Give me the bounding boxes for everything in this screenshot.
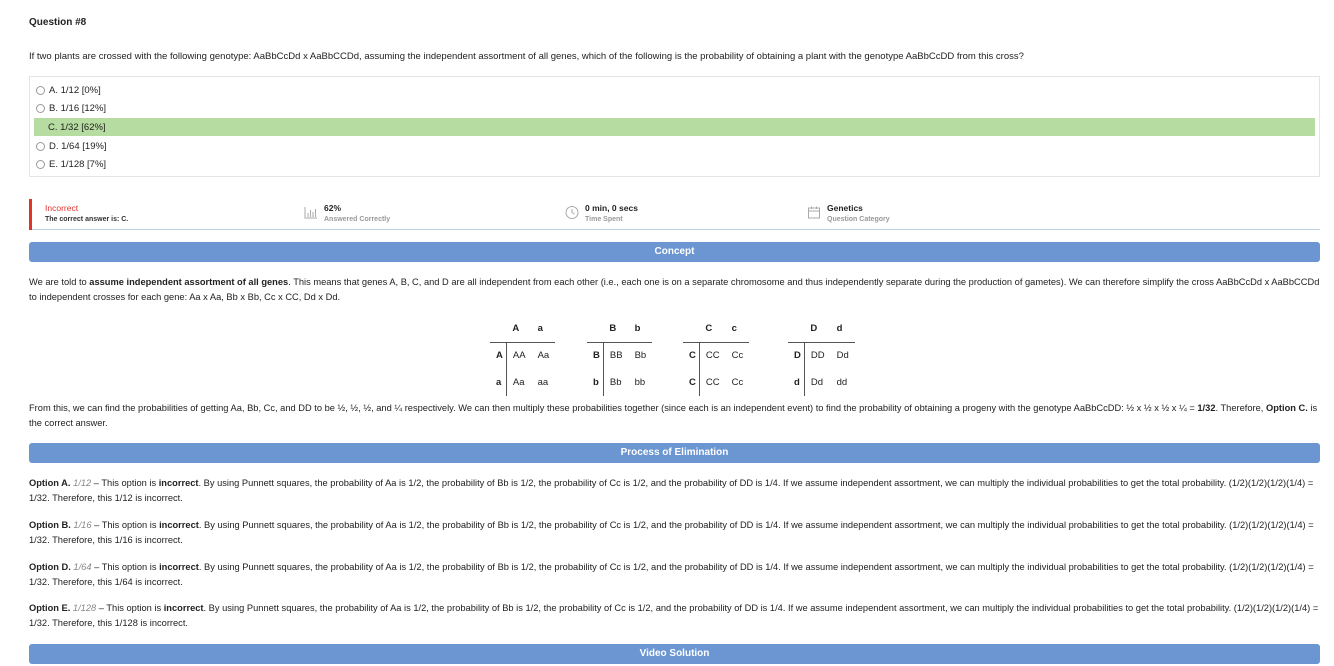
option-label: Option A. xyxy=(29,478,71,488)
time-stat xyxy=(585,203,638,223)
choice-label: A. 1/12 [0%] xyxy=(49,84,101,96)
text: – This option is xyxy=(91,478,159,488)
choice-label: E. 1/128 [7%] xyxy=(49,158,107,170)
percent-sub: Answered Correctly xyxy=(324,216,391,223)
bold-text: incorrect xyxy=(163,603,204,613)
text: . Therefore, xyxy=(1215,403,1266,413)
choice-label: C. 1/32 [62%] xyxy=(48,121,106,133)
bold-text: incorrect xyxy=(159,562,199,572)
time-sub: Time Spent xyxy=(585,216,623,223)
result-stats xyxy=(29,199,1320,230)
video-solution-header[interactable]: Video Solution xyxy=(29,644,1320,664)
text: . By using Punnett squares, the probability of Aa is 1/2, the probability of Bb is 1/2, the probability of Cc is 1/2, and the probability of DD is 1/4. If we assume independent assortment, we can multiply the individual probabilities to get the total probability. (1/2)(1/2)(1/2)(1/4) = 1/32. Therefore, this 1/64 is incorrect. xyxy=(29,562,1314,587)
question-number: Question #8 xyxy=(29,17,87,28)
punnett-square-b: B b B BB Bb b Bb bb xyxy=(587,315,652,396)
concept-paragraph xyxy=(29,275,1320,304)
option-label: Option E. xyxy=(29,603,71,613)
bold-text: Option C. xyxy=(1265,403,1308,413)
bold-text: incorrect xyxy=(159,520,199,530)
text: . By using Punnett squares, the probability of Aa is 1/2, the probability of Bb is 1/2, the probability of Cc is 1/2, and the probability of DD is 1/4. If we assume independent assortment, we can multiply the individual probabilities to get the total probability. (1/2)(1/2)(1/2)(1/4) = 1/32. Therefore, this 1/128 is incorrect. xyxy=(29,603,1319,628)
clock-icon xyxy=(565,205,579,219)
text: – This option is xyxy=(91,520,160,530)
option-value: 1/64 xyxy=(73,562,92,572)
text: We are told to xyxy=(29,277,90,287)
text: – This option is xyxy=(91,562,160,572)
option-value: 1/16 xyxy=(73,520,92,530)
radio-icon[interactable] xyxy=(36,86,45,95)
option-label: Option B. xyxy=(29,520,71,530)
concept-conclusion xyxy=(29,401,1320,430)
elimination-option-a xyxy=(29,476,1320,505)
elimination-header[interactable]: Process of Elimination xyxy=(29,443,1320,463)
choice-label: D. 1/64 [19%] xyxy=(49,140,107,152)
text: . By using Punnett squares, the probability of Aa is 1/2, the probability of Bb is 1/2, the probability of Cc is 1/2, and the probability of DD is 1/4. If we assume independent assortment, we can multiply the individual probabilities to get the total probability. (1/2)(1/2)(1/2)(1/4) = 1/32. Therefore, this 1/12 is incorrect. xyxy=(29,478,1314,503)
choice-b[interactable] xyxy=(34,99,1315,117)
elimination-option-b xyxy=(29,518,1320,547)
punnett-square-c: C c C CC Cc C CC Cc xyxy=(683,315,749,396)
radio-icon[interactable] xyxy=(36,104,45,113)
time-value: 0 min, 0 secs xyxy=(585,203,638,213)
bold-text: incorrect xyxy=(158,478,199,488)
answer-choices xyxy=(29,76,1320,177)
percent-value: 62% xyxy=(324,203,342,213)
result-stat xyxy=(45,203,128,223)
option-value: 1/12 xyxy=(73,478,92,488)
result-value: Incorrect xyxy=(45,203,79,213)
category-stat xyxy=(827,203,890,223)
text: is the correct answer. xyxy=(29,403,1318,428)
concept-header[interactable]: Concept xyxy=(29,242,1320,262)
elimination-option-d xyxy=(29,560,1320,589)
category-value: Genetics xyxy=(827,203,863,213)
text: – This option is xyxy=(96,603,164,613)
text: . By using Punnett squares, the probability of Aa is 1/2, the probability of Bb is 1/2, the probability of Cc is 1/2, and the probability of DD is 1/4. If we assume independent assortment, we can multiply the individual probabilities to get the total probability. (1/2)(1/2)(1/2)(1/4) = 1/32. Therefore, this 1/16 is incorrect. xyxy=(29,520,1314,545)
bar-chart-icon xyxy=(304,205,318,219)
punnett-square-a: A a A AA Aa a Aa aa xyxy=(490,315,555,396)
text: From this, we can find the probabilities of getting Aa, Bb, Cc, and DD to be ½, ½, ½, and ¼ respectively. We can then multiply these probabilities together (since each is an independent event) to find the probability of obtaining a progeny with the genotype AaBbCcDD: ½ x ½ x ½ x ¼ = xyxy=(29,403,1198,413)
category-sub: Question Category xyxy=(827,216,890,223)
calendar-icon xyxy=(807,205,821,219)
choice-a[interactable] xyxy=(34,81,1315,99)
percent-stat xyxy=(324,203,390,223)
option-label: Option D. xyxy=(29,562,71,572)
bold-text: assume independent assortment of all genes xyxy=(89,277,289,287)
punnett-square-d: D d D DD Dd d Dd dd xyxy=(788,315,855,396)
choice-label: B. 1/16 [12%] xyxy=(49,102,107,114)
radio-icon[interactable] xyxy=(36,160,45,169)
choice-d[interactable] xyxy=(34,137,1315,155)
text: . This means that genes A, B, C, and D are all independent from each other (i.e., each one is on a separate chromosome and thus independently separate during the production of gametes). We can therefore simplify the cross AaBbCcDd x AaBbCCDd to independent crosses for each gene: Aa x Aa, Bb x Bb, Cc x CC, Dd x Dd. xyxy=(29,277,1320,302)
result-indicator xyxy=(29,199,32,230)
elimination-option-e xyxy=(29,601,1320,630)
choice-e[interactable] xyxy=(34,155,1315,173)
question-text: If two plants are crossed with the following genotype: AaBbCcDd x AaBbCCDd, assuming the independent assortment of all genes, which of the following is the probability of obtaining a plant with the genotype AaBbCcDD from this cross? xyxy=(29,51,1024,62)
choice-c[interactable] xyxy=(34,118,1315,136)
result-sub: The correct answer is: C. xyxy=(45,216,129,223)
bold-text: 1/32 xyxy=(1197,403,1216,413)
option-value: 1/128 xyxy=(72,603,97,613)
radio-icon[interactable] xyxy=(36,142,45,151)
